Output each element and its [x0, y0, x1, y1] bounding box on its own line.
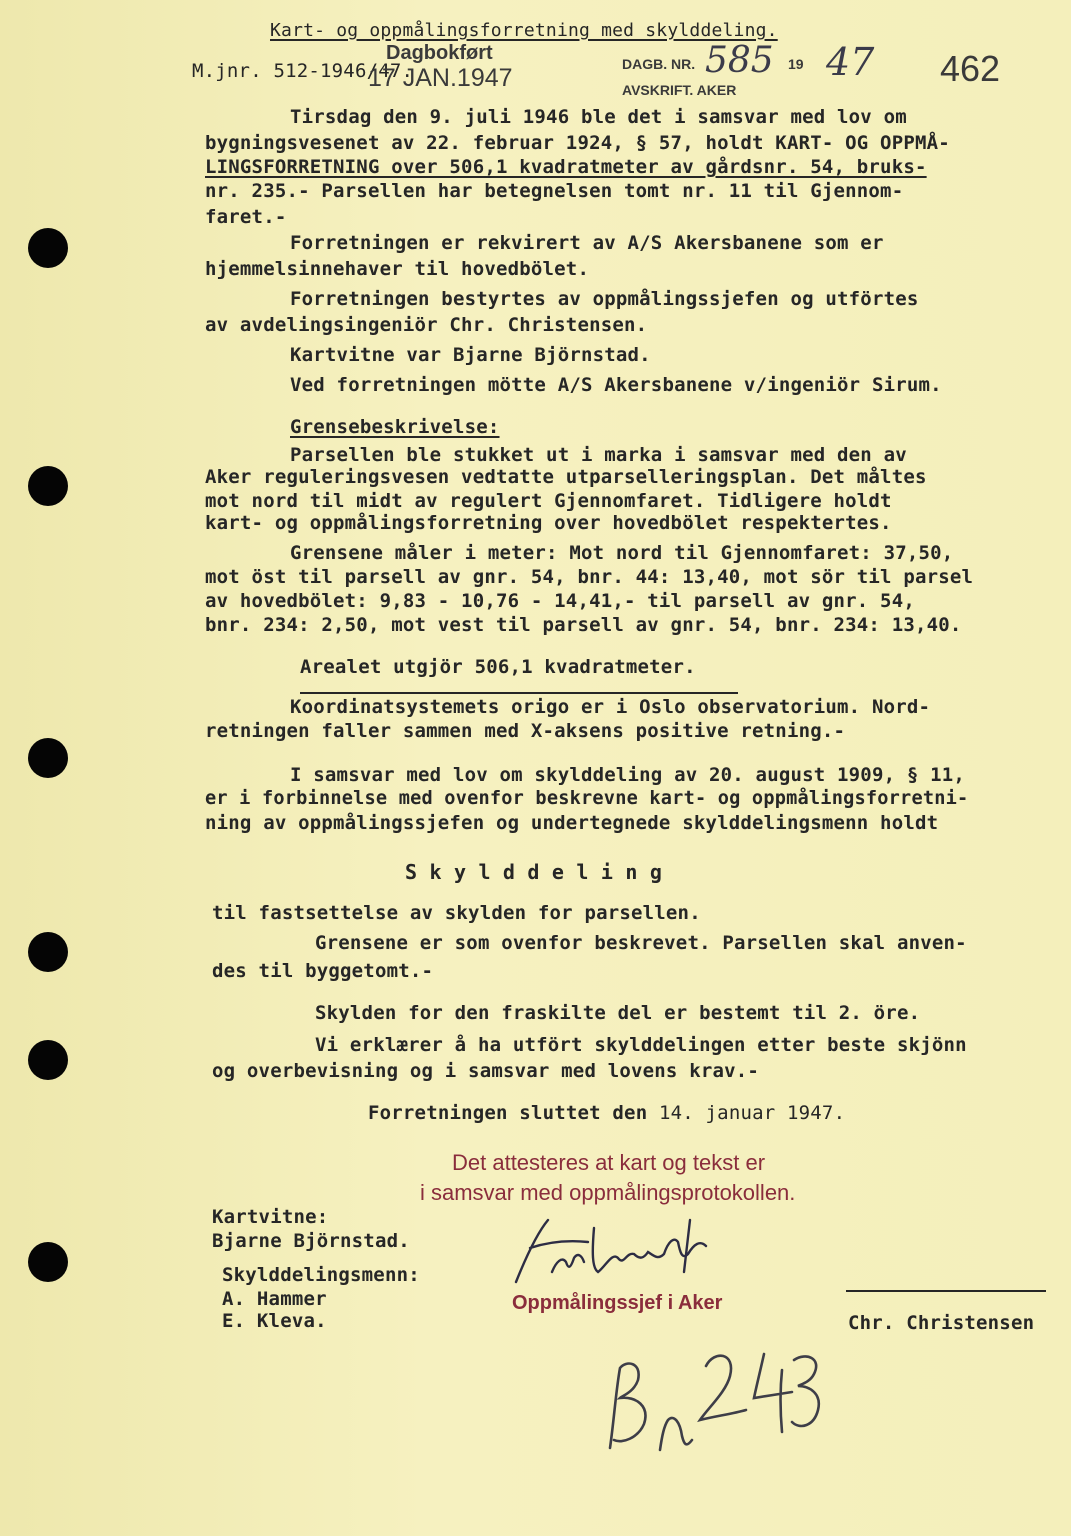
pencil-note-text: Bn 243: [596, 1340, 600, 1341]
text-line: er i forbinnelse med ovenfor beskrevne kart- og oppmålingsforretni-: [205, 788, 969, 809]
binder-hole: [28, 738, 68, 778]
text-line: nr. 235.- Parsellen har betegnelsen tomt nr. 11 til Gjennom-: [205, 180, 904, 202]
text-line: Tirsdag den 9. juli 1946 ble det i samsvar med lov om: [290, 106, 907, 128]
binder-hole: [28, 932, 68, 972]
document-title: Kart- og oppmålingsforretning med skylddeling.: [270, 20, 778, 41]
text-line: og overbevisning og i samsvar med lovens krav.-: [212, 1060, 760, 1082]
pencil-note-bn-243: [596, 1340, 826, 1460]
stamp-dagbokfort: Dagbokført: [386, 42, 493, 64]
text-line: av hovedbölet: 9,83 - 10,76 - 14,41,- til parsell av gnr. 54,: [205, 590, 915, 612]
stamp-date: 17 JAN.1947: [368, 64, 513, 92]
heading-grensebeskrivelse: Grensebeskrivelse:: [290, 416, 500, 438]
kartvitne-label: Kartvitne:: [212, 1206, 329, 1228]
stamp-avskrift: AVSKRIFT. AKER: [622, 82, 737, 98]
skylddelingsmann-1: A. Hammer: [222, 1288, 327, 1310]
text-line: til fastsettelse av skylden for parsellen.: [212, 902, 701, 924]
text-line: Ved forretningen mötte A/S Akersbanene v/ingeniör Sirum.: [290, 374, 942, 396]
binder-hole: [28, 228, 68, 268]
area-statement: Arealet utgjör 506,1 kvadratmeter.: [300, 656, 738, 694]
binder-hole: [28, 466, 68, 506]
text-line: Forretningen er rekvirert av A/S Akersbanene som er: [290, 232, 884, 254]
text-line: Grensene er som ovenfor beskrevet. Parsellen skal anven-: [315, 932, 967, 954]
text-line: Parsellen ble stukket ut i marka i samsvar med den av: [290, 444, 907, 466]
text-line: bygningsvesenet av 22. februar 1924, § 57, holdt KART- OG OPPMÅ-: [205, 132, 950, 154]
text-line: I samsvar med lov om skylddeling av 20. august 1909, § 11,: [290, 764, 966, 786]
stamp-year-prefix: 19: [788, 56, 804, 72]
skylddelingsmenn-label: Skylddelingsmenn:: [222, 1264, 420, 1286]
text-line: Koordinatsystemets origo er i Oslo observatorium. Nord-: [290, 696, 931, 718]
signature-line: [846, 1290, 1046, 1292]
attest-line-1: Det attesteres at kart og tekst er: [452, 1150, 766, 1175]
text-line: Grensene måler i meter: Mot nord til Gjennomfaret: 37,50,: [290, 542, 954, 564]
attest-title: Oppmålingssjef i Aker: [512, 1292, 723, 1314]
text-line: kart- og oppmålingsforretning over hovedbölet respektertes.: [205, 512, 892, 534]
text-line: av avdelingsingeniör Chr. Christensen.: [205, 314, 648, 336]
stamp-dagb-nr: DAGB. NR.: [622, 56, 696, 72]
signature-oppmalingssjef: [508, 1212, 728, 1292]
text-line: retningen faller sammen med X-aksens positive retning.-: [205, 720, 846, 742]
handwritten-number: 585: [705, 40, 774, 81]
text-line: mot nord til midt av regulert Gjennomfaret. Tidligere holdt: [205, 490, 892, 512]
text-line: Forretningen bestyrtes av oppmålingssjefen og utförtes: [290, 288, 919, 310]
text-line: ning av oppmålingssjefen og undertegnede skylddelingsmenn holdt: [205, 812, 939, 834]
handwritten-year: 47: [826, 40, 875, 84]
journal-number: M.jnr. 512-1946/47.: [192, 60, 414, 82]
skylddelingsmann-2: E. Kleva.: [222, 1310, 327, 1332]
kartvitne-name: Bjarne Björnstad.: [212, 1230, 410, 1252]
text-line: des til byggetomt.-: [212, 960, 434, 982]
signer-name: Chr. Christensen: [848, 1312, 1035, 1334]
page-number: 462: [940, 48, 1001, 89]
text-line: mot öst til parsell av gnr. 54, bnr. 44: 13,40, mot sör til parsel: [205, 566, 974, 588]
text-line: Vi erklærer å ha utfört skylddelingen etter beste skjönn: [315, 1034, 967, 1056]
text-line: LINGSFORRETNING over 506,1 kvadratmeter av gårdsnr. 54, bruks-: [205, 156, 927, 178]
closing-line: Forretningen sluttet den 14. januar 1947.: [368, 1102, 846, 1124]
attest-line-2: i samsvar med oppmålingsprotokollen.: [420, 1180, 796, 1205]
text-line: Kartvitne var Bjarne Björnstad.: [290, 344, 651, 366]
text-line: Skylden for den fraskilte del er bestemt til 2. öre.: [315, 1002, 921, 1024]
binder-hole: [28, 1242, 68, 1282]
text-line: Aker reguleringsvesen vedtatte utparselleringsplan. Det måltes: [205, 466, 927, 488]
text-line: faret.-: [205, 206, 287, 228]
binder-hole: [28, 1040, 68, 1080]
text-line: hjemmelsinnehaver til hovedbölet.: [205, 258, 590, 280]
heading-skylddeling: S k y l d d e l i n g: [405, 860, 663, 884]
text-line: bnr. 234: 2,50, mot vest til parsell av gnr. 54, bnr. 234: 13,40.: [205, 614, 962, 636]
